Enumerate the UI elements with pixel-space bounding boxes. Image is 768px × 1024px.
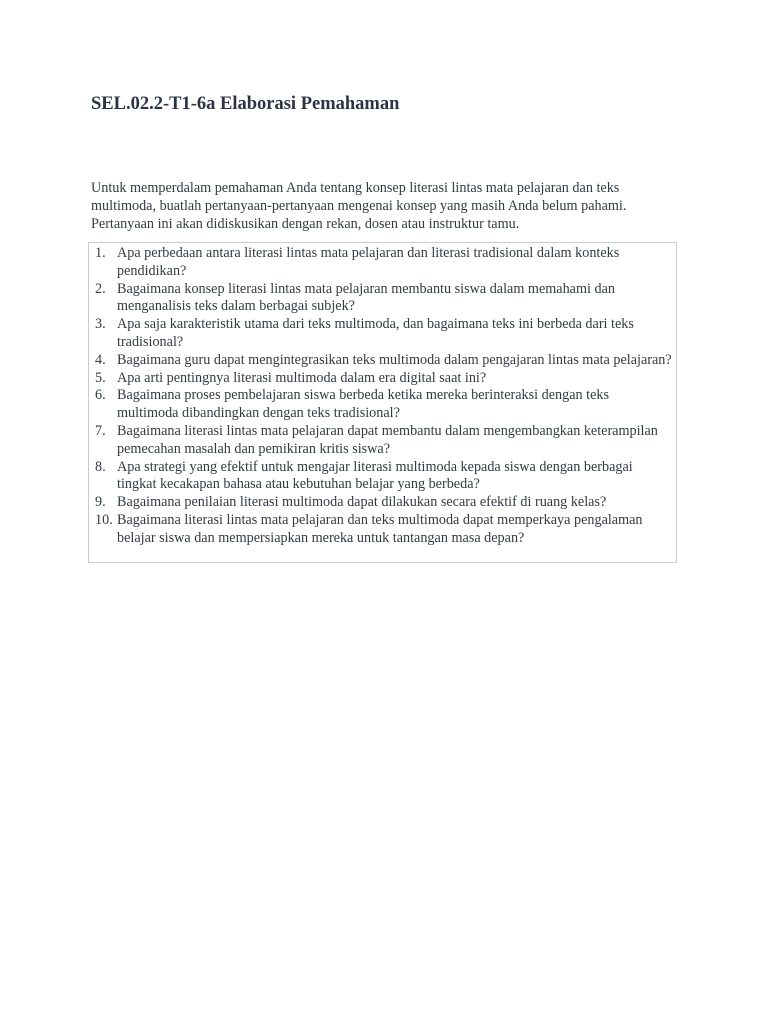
question-item	[89, 245, 676, 281]
question-number: 10.	[95, 511, 113, 528]
question-number: 3.	[95, 316, 106, 333]
question-text: Apa perbedaan antara literasi lintas mata pelajaran dan literasi tradisional dalam konteks pendidikan?	[117, 245, 620, 279]
question-number: 5.	[95, 369, 106, 386]
document-title: SEL.02.2-T1-6a Elaborasi Pemahaman	[91, 94, 400, 114]
question-item	[89, 370, 676, 388]
question-item	[89, 459, 676, 495]
questions-box	[88, 242, 677, 563]
question-item	[89, 512, 676, 548]
question-text: Bagaimana penilaian literasi multimoda dapat dilakukan secara efektif di ruang kelas?	[117, 494, 607, 511]
question-item	[89, 352, 676, 370]
question-number: 2.	[95, 280, 106, 297]
question-text: Apa arti pentingnya literasi multimoda dalam era digital saat ini?	[117, 369, 487, 386]
question-number: 4.	[95, 351, 106, 368]
question-number: 7.	[95, 422, 106, 439]
question-text: Bagaimana literasi lintas mata pelajaran dapat membantu dalam mengembangkan keterampilan pemecahan masalah dan pemikiran kritis siswa?	[117, 422, 658, 457]
question-item	[89, 316, 676, 352]
question-text: Bagaimana literasi lintas mata pelajaran dan teks multimoda dapat memperkaya pengalaman belajar siswa dan mempersiapkan mereka untuk tantangan masa depan?	[117, 511, 643, 546]
question-number: 9.	[95, 494, 106, 511]
question-item	[89, 494, 676, 512]
question-item	[89, 281, 676, 317]
question-text: Apa saja karakteristik utama dari teks multimoda, dan bagaimana teks ini berbeda dari teks tradisional?	[117, 316, 634, 350]
question-item	[89, 423, 676, 459]
questions-list	[89, 245, 676, 548]
question-text: Bagaimana proses pembelajaran siswa berbeda ketika mereka berinteraksi dengan teks multimoda dibandingkan dengan teks tradisional?	[117, 387, 610, 422]
question-item	[89, 387, 676, 423]
question-text: Bagaimana konsep literasi lintas mata pelajaran membantu siswa dalam memahami dan menganalisis teks dalam berbagai subjek?	[117, 280, 615, 315]
question-number: 8.	[95, 458, 106, 475]
question-text: Bagaimana guru dapat mengintegrasikan teks multimoda dalam pengajaran lintas mata pelajaran?	[117, 351, 672, 368]
question-number: 1.	[95, 245, 106, 261]
question-text: Apa strategi yang efektif untuk mengajar literasi multimoda kepada siswa dengan berbagai tingkat kecakapan bahasa atau kebutuhan belajar yang berbeda?	[117, 458, 633, 493]
question-number: 6.	[95, 387, 106, 404]
intro-paragraph: Untuk memperdalam pemahaman Anda tentang konsep literasi lintas mata pelajaran dan teks multimoda, buatlah pertanyaan-pertanyaan mengenai konsep yang masih Anda belum pahami. Pertanyaan ini akan didiskusikan dengan rekan, dosen atau instruktur tamu.	[91, 180, 627, 232]
